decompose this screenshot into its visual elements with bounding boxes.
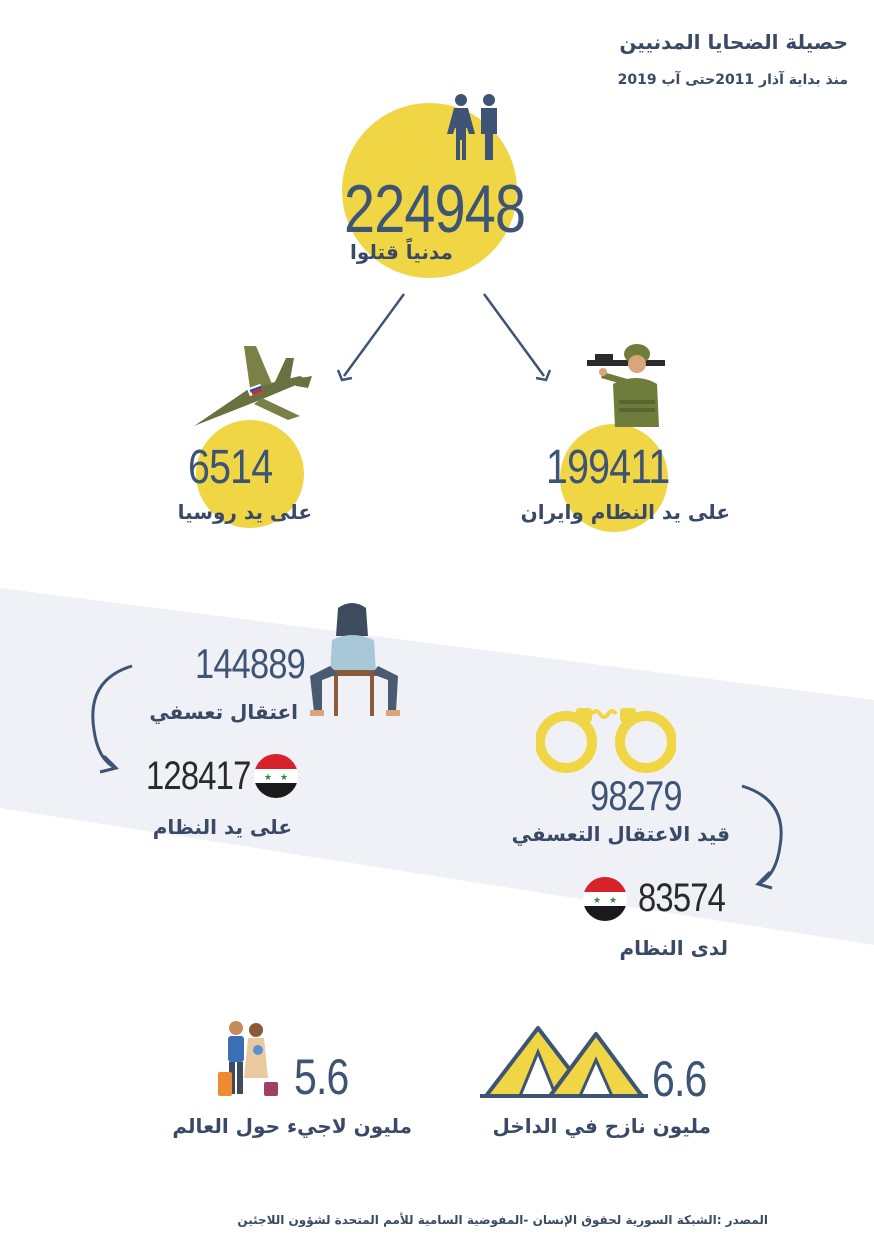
fighter-jet-icon — [190, 340, 315, 430]
source-footer: المصدر :الشبكة السورية لحقوق الإنسان -المفوضية السامية للأمم المتحدة لشؤون اللاجئين — [237, 1213, 768, 1227]
regime-iran-label: على يد النظام وايران — [520, 500, 730, 524]
total-killed-value: 224948 — [344, 171, 526, 247]
displaced-value: 6.6 — [652, 1051, 707, 1107]
tents-icon — [480, 1022, 648, 1100]
detained-label: قيد الاعتقال التعسفي — [511, 822, 730, 846]
arrow-to-regime — [478, 290, 558, 385]
arbitrary-arrest-regime-value: 128417 — [146, 754, 251, 798]
refugees-family-icon — [216, 1020, 286, 1100]
russia-label: على يد روسيا — [177, 500, 312, 524]
arbitrary-arrest-label: اعتقال تعسفي — [149, 700, 298, 724]
svg-text:★: ★ — [592, 896, 602, 906]
regime-iran-value: 199411 — [546, 441, 670, 494]
detained-regime-label: لدى النظام — [619, 936, 728, 960]
syria-flag-icon-right — [583, 877, 627, 921]
people-icon — [446, 92, 504, 162]
detainee-icon — [308, 600, 403, 720]
page-subtitle: منذ بداية آذار 2011حتى آب 2019 — [617, 72, 848, 88]
syria-flag-icon-left — [254, 754, 298, 798]
detained-regime-value: 83574 — [638, 876, 726, 920]
handcuffs-icon — [536, 702, 676, 774]
curved-arrow-left — [86, 660, 136, 780]
detained-value: 98279 — [590, 772, 682, 819]
svg-text:★: ★ — [263, 773, 273, 783]
arbitrary-arrest-value: 144889 — [195, 640, 306, 687]
soldier-icon — [585, 342, 670, 427]
arbitrary-arrest-regime-label: على يد النظام — [152, 815, 292, 839]
russia-value: 6514 — [188, 441, 273, 494]
svg-text:★: ★ — [279, 773, 289, 783]
total-killed-label: مدنياً قتلوا — [350, 240, 453, 264]
svg-text:★: ★ — [608, 896, 618, 906]
refugees-value: 5.6 — [294, 1049, 349, 1105]
page-title: حصيلة الضحايا المدنيين — [619, 30, 848, 54]
displaced-label: مليون نازح في الداخل — [492, 1114, 711, 1138]
curved-arrow-right — [738, 780, 788, 895]
arrow-to-russia — [330, 290, 410, 385]
refugees-label: مليون لاجيء حول العالم — [172, 1114, 412, 1138]
